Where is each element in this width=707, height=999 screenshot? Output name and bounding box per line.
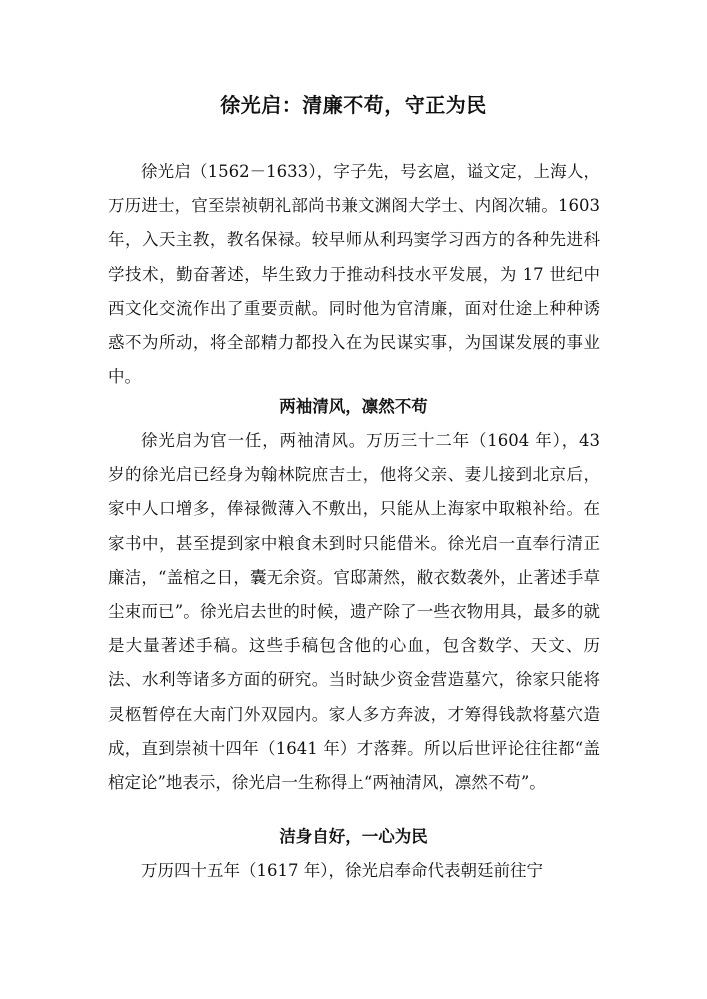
paragraph-section-2: 万历四十五年（1617 年），徐光启奉命代表朝廷前往宁: [141, 861, 543, 880]
section-heading-1: 两袖清风，凛然不苟: [279, 397, 428, 416]
section-heading-2: 洁身自好，一心为民: [279, 827, 428, 846]
document-title: 徐光启：清廉不苟，守正为民: [220, 93, 487, 117]
paragraph-section-1: 徐光启为官一任，两袖清风。万历三十二年（1604 年），43 岁的徐光启已经身为翰林院庶吉士，他将父亲、妻儿接到北京后，家中人口增多，俸禄微薄入不敷出，只能从上海家中取粮补给。在家书中，甚至提到家中粮食未到时只能借米。徐光启一直奉行清正廉洁，“盖棺之日，囊无余资。官邸萧然，敝衣数袭外，止著述手草尘束而已”。徐光启去世的时候，遗产除了一些衣物用具，最多的就是大量著述手稿。这些手稿包含他的心血，包含数学、天文、历法、水利等诸多方面的研究。当时缺少资金营造墓穴，徐家只能将灵柩暂停在大南门外双园内。家人多方奔波，才筹得钱款将墓穴造成，直到崇祯十四年（1641 年）才落葬。所以后世评论往往都“盖棺定论”地表示，徐光启一生称得上“两袖清风，凛然不苟”。: [108, 431, 600, 793]
paragraph-intro: 徐光启（1562－1633），字子先，号玄扈，谥文定，上海人，万历进士，官至崇祯朝礼部尚书兼文渊阁大学士、内阁次辅。1603 年，入天主教，教名保禄。较早师从利玛窦学习西方的各种先进科学技术，勤奋著述，毕生致力于推动科技水平发展，为 17 世纪中西文化交流作出了重要贡献。同时他为官清廉，面对仕途上种种诱惑不为所动，将全部精力都投入在为民谋实事，为国谋发展的事业中。: [108, 162, 600, 387]
